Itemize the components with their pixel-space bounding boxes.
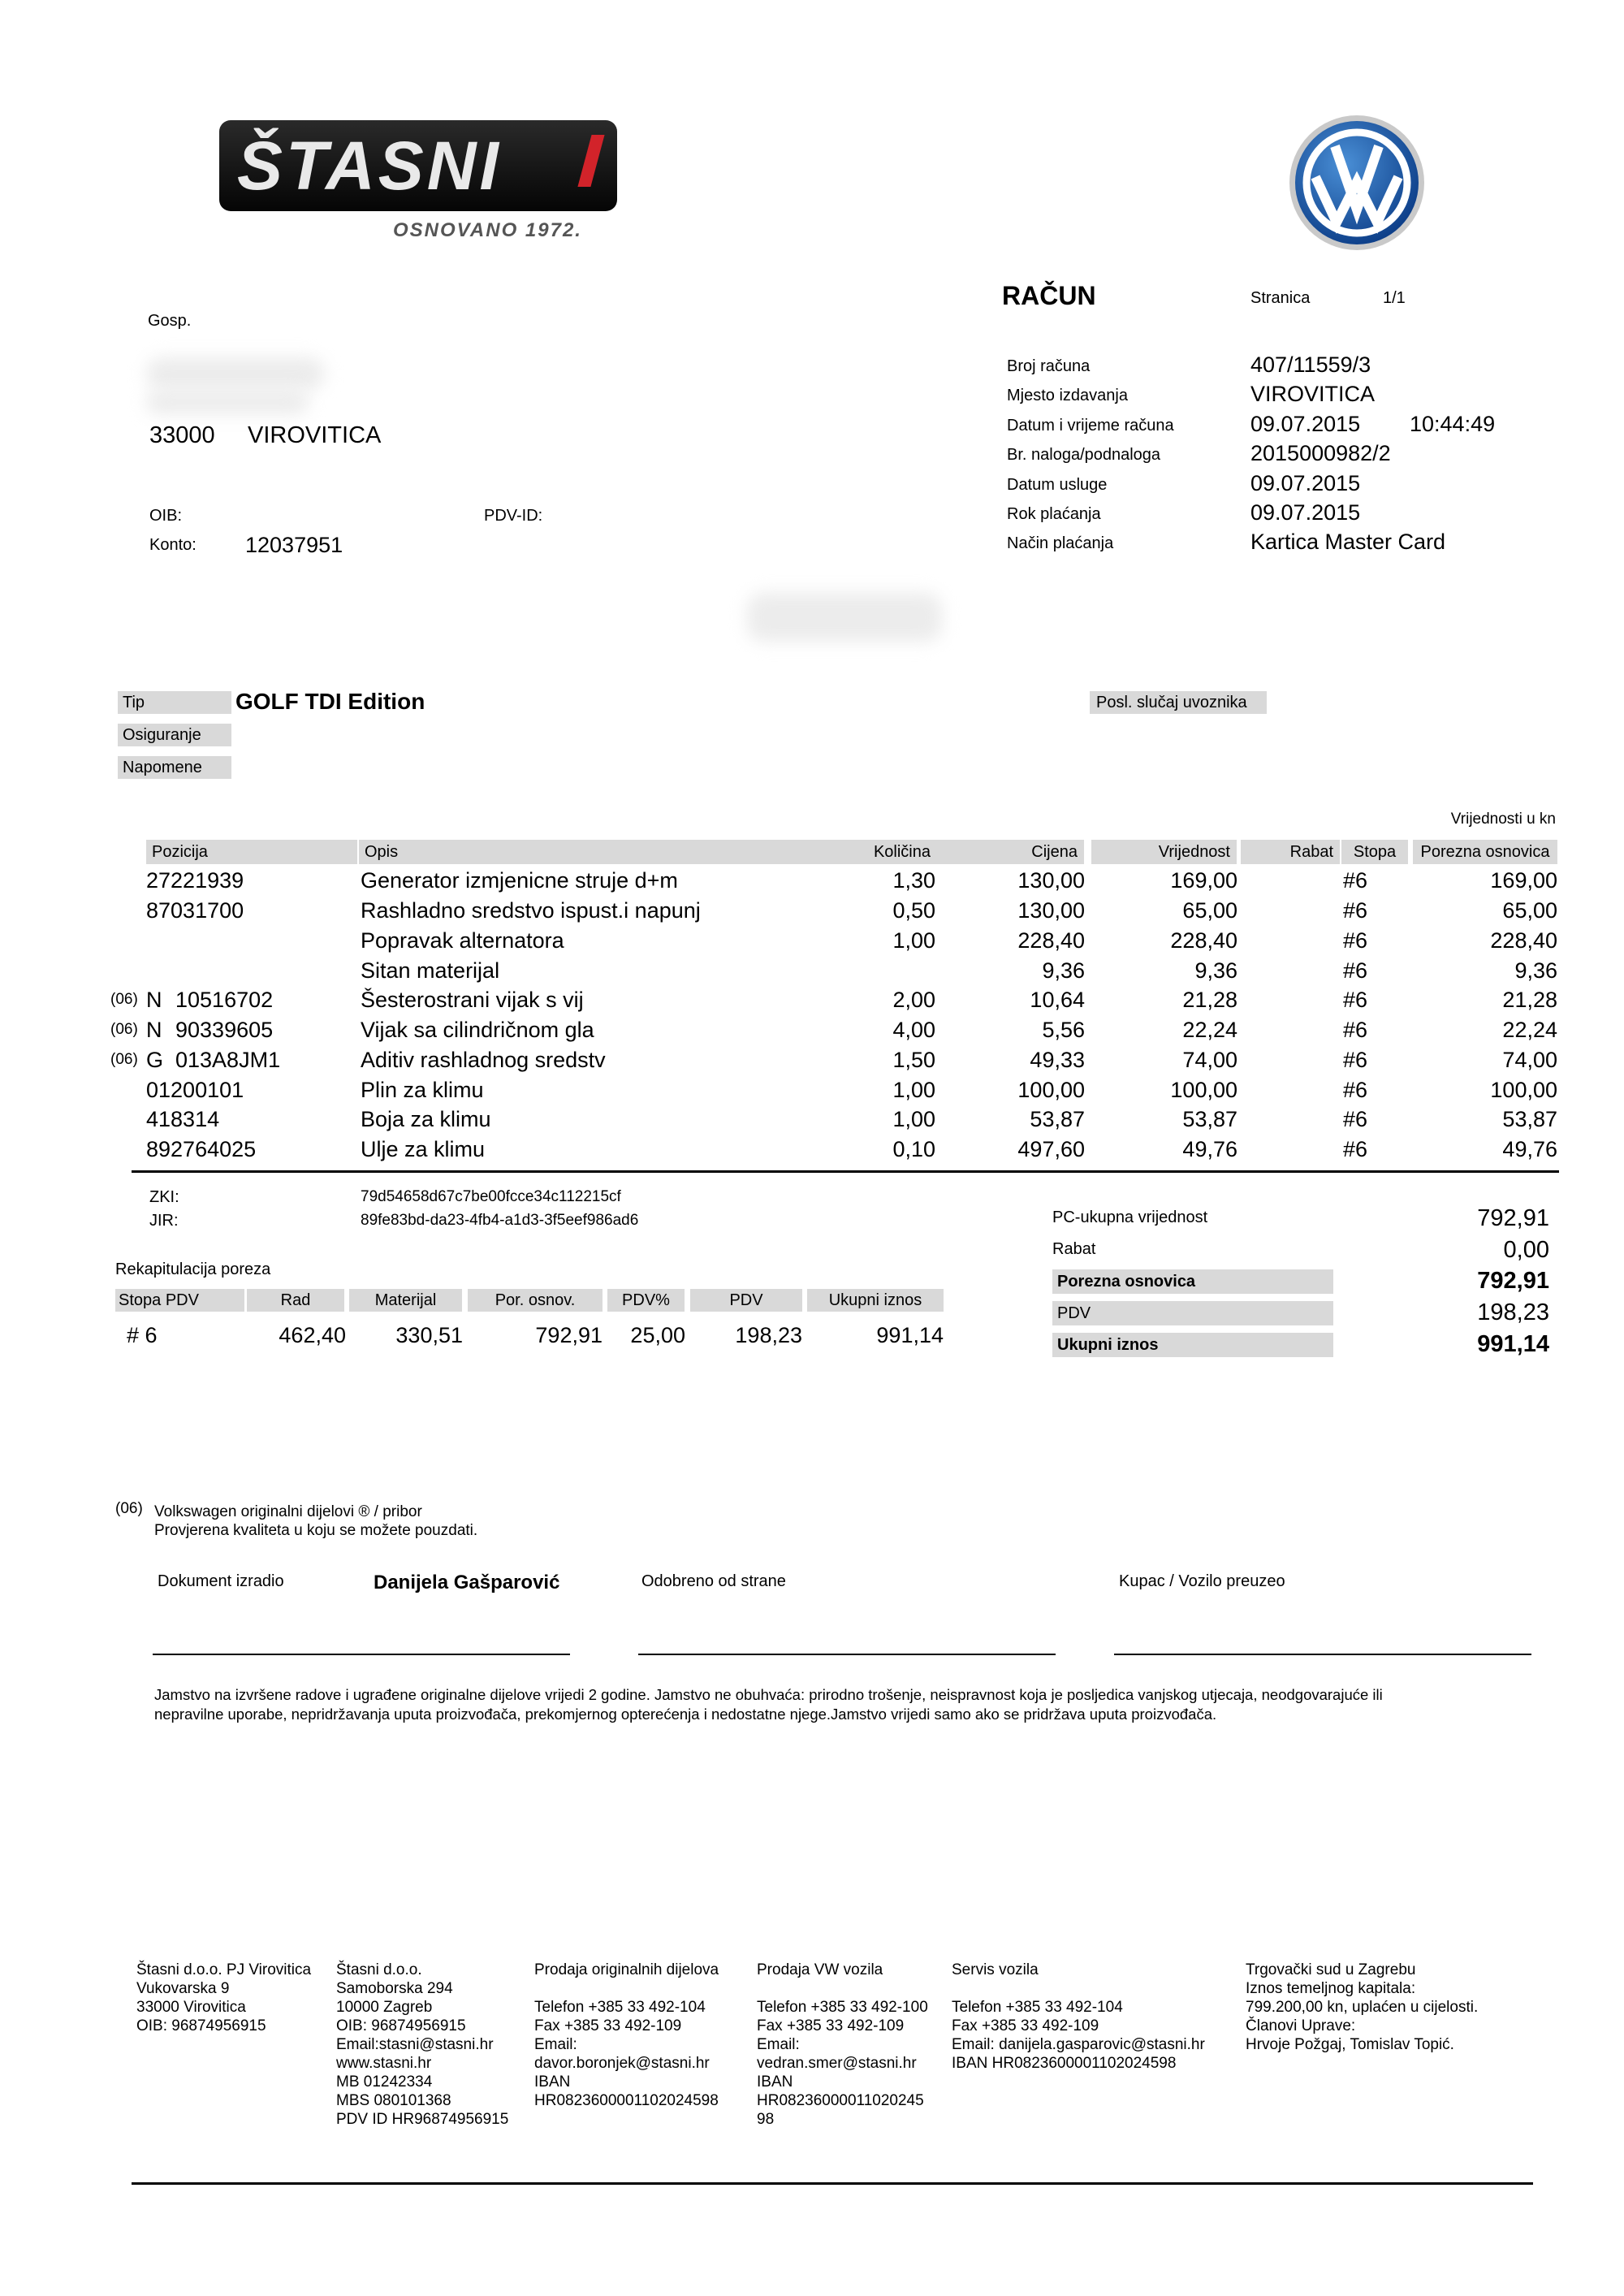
warranty-line2: nepravilne uporabe, nepridržavanja uputa proizvođača, prekomjernog opterećenja i nedostatne njege.Jamstvo vrijedi samo ako se pridržava uputa proizvođača. <box>154 1706 1217 1723</box>
izradio-label: Dokument izradio <box>158 1572 284 1590</box>
total-label-pdv: PDV <box>1052 1301 1333 1325</box>
footer-line: OIB: 96874956915 <box>336 2017 466 2034</box>
signature-line-izradio <box>153 1654 570 1655</box>
footer-line: davor.boronjek@stasni.hr <box>534 2055 710 2072</box>
footer-line: Telefon +385 33 492-104 <box>534 1999 706 2016</box>
field-value-broj: 407/11559/3 <box>1250 352 1371 377</box>
row-stopa: #6 <box>1343 928 1368 953</box>
footer-col-sud <box>1246 1961 1478 2054</box>
header-opis: Opis <box>359 840 830 864</box>
konto-value: 12037951 <box>245 533 343 557</box>
row-stopa: #6 <box>1343 1048 1368 1072</box>
signature-line-kupac <box>1114 1654 1531 1655</box>
row-kolicina: 0,50 <box>892 898 935 923</box>
salutation: Gosp. <box>148 312 192 330</box>
table-row <box>0 866 1624 895</box>
field-value-time: 10:44:49 <box>1410 412 1496 436</box>
footer-col-servis <box>952 1961 1205 2073</box>
row-cijena: 130,00 <box>1017 898 1085 923</box>
row-vrijednost: 21,28 <box>1182 988 1237 1012</box>
row-vrijednost: 228,40 <box>1170 928 1237 953</box>
table-row <box>0 896 1624 925</box>
field-value-nalog: 2015000982/2 <box>1250 441 1391 465</box>
tax-header-ukupno: Ukupni iznos <box>807 1289 944 1312</box>
row-kolicina: 1,00 <box>892 1078 935 1102</box>
tax-header-materijal: Materijal <box>349 1289 462 1312</box>
footer-col-pj <box>136 1961 311 2035</box>
row-type: G <box>146 1048 164 1072</box>
row-cijena: 228,40 <box>1017 928 1085 953</box>
total-label-osnovica: Porezna osnovica <box>1052 1269 1333 1294</box>
redacted-name <box>146 357 325 390</box>
currency-note: Vrijednosti u kn <box>1450 811 1556 828</box>
tax-cell-rad: 462,40 <box>279 1323 346 1347</box>
header-vrijednost: Vrijednost <box>1091 840 1237 864</box>
tax-header-stopa: Stopa PDV <box>115 1289 244 1312</box>
field-value-datum: 09.07.2015 <box>1250 412 1361 436</box>
row-vrijednost: 49,76 <box>1182 1137 1237 1161</box>
row-kolicina: 1,00 <box>892 1107 935 1131</box>
row-osnovica: 100,00 <box>1490 1078 1557 1102</box>
footer-line: 10000 Zagreb <box>336 1999 433 2016</box>
footer-line: Fax +385 33 492-109 <box>952 2017 1099 2034</box>
footer-line: Email: <box>534 2036 577 2053</box>
tax-recap-row <box>0 1321 974 1350</box>
row-code: 10516702 <box>175 988 274 1012</box>
footer-line: HR0823600001102024598 <box>534 2092 719 2109</box>
zki-value: 79d54658d67c7be00fcce34c112215cf <box>361 1188 621 1205</box>
header-rabat: Rabat <box>1241 840 1340 864</box>
row-osnovica: 9,36 <box>1514 958 1557 983</box>
napomene-label: Napomene <box>118 756 231 779</box>
customer-city: VIROVITICA <box>248 422 382 448</box>
table-row <box>0 926 1624 955</box>
footer-col-hq <box>336 1961 508 2129</box>
tip-value: GOLF TDI Edition <box>235 689 425 714</box>
field-label-broj: Broj računa <box>1007 357 1091 375</box>
warranty-line1: Jamstvo na izvršene radove i ugrađene originalne dijelove vrijedi 2 godine. Jamstvo ne obuhvaća: prirodno trošenje, neispravnost koja je posljedica vanjskog utjecaja, neodgovarajuće ili <box>154 1686 1383 1703</box>
field-label-rok: Rok plaćanja <box>1007 505 1101 523</box>
field-value-usluga: 09.07.2015 <box>1250 471 1361 495</box>
field-label-nalog: Br. naloga/podnaloga <box>1007 446 1161 464</box>
tax-header-osnov: Por. osnov. <box>468 1289 603 1312</box>
row-stopa: #6 <box>1343 898 1368 923</box>
footer-line: Iznos temeljnog kapitala: <box>1246 1980 1416 1997</box>
row-cijena: 49,33 <box>1030 1048 1085 1072</box>
tax-cell-pdv: 198,23 <box>735 1323 802 1347</box>
row-kolicina: 0,10 <box>892 1137 935 1161</box>
header-pozicija: Pozicija <box>146 840 357 864</box>
table-bottom-rule <box>132 1170 1559 1173</box>
row-code: 013A8JM1 <box>175 1048 281 1072</box>
footer-line: Prodaja VW vozila <box>757 1961 883 1978</box>
row-cijena: 130,00 <box>1017 868 1085 893</box>
footnote-line2: Provjerena kvaliteta u koju se možete pouzdati. <box>154 1522 478 1539</box>
footer-line: 98 <box>757 2111 775 2128</box>
row-opis: Generator izmjenicne struje d+m <box>361 868 678 893</box>
footer-line: Vukovarska 9 <box>136 1980 230 1997</box>
tax-cell-stopa: # 6 <box>127 1323 158 1347</box>
tax-cell-ukupno: 991,14 <box>876 1323 944 1347</box>
row-opis: Sitan materijal <box>361 958 500 983</box>
pdvid-label: PDV-ID: <box>484 507 543 525</box>
header-kolicina: Količina <box>830 840 937 864</box>
footer-line: Telefon +385 33 492-100 <box>757 1999 928 2016</box>
row-vrijednost: 53,87 <box>1182 1107 1237 1131</box>
total-label-pc: PC-ukupna vrijednost <box>1052 1209 1208 1226</box>
row-tag: (06) <box>110 991 138 1008</box>
total-value-ukupno: 991,14 <box>1477 1331 1549 1357</box>
row-osnovica: 49,76 <box>1502 1137 1557 1161</box>
field-value-rok: 09.07.2015 <box>1250 500 1361 525</box>
footer-line: Štasni d.o.o. PJ Virovitica <box>136 1961 312 1978</box>
row-vrijednost: 74,00 <box>1182 1048 1237 1072</box>
footer-line: Telefon +385 33 492-104 <box>952 1999 1123 2016</box>
osiguranje-label: Osiguranje <box>118 724 231 746</box>
row-cijena: 5,56 <box>1042 1018 1085 1042</box>
tax-cell-osnov: 792,91 <box>535 1323 603 1347</box>
footer-line: IBAN <box>757 2073 793 2091</box>
row-code: 892764025 <box>146 1137 257 1161</box>
footer-line: IBAN <box>534 2073 571 2091</box>
footer-line: Članovi Uprave: <box>1246 2017 1356 2034</box>
page-label: Stranica <box>1250 289 1311 307</box>
odobreno-label: Odobreno od strane <box>641 1572 786 1590</box>
footer-line: OIB: 96874956915 <box>136 2017 266 2034</box>
row-osnovica: 22,24 <box>1502 1018 1557 1042</box>
tax-recap-title: Rekapitulacija poreza <box>115 1260 271 1278</box>
tax-header-pdv: PDV <box>690 1289 802 1312</box>
row-cijena: 10,64 <box>1030 988 1085 1012</box>
row-code: 01200101 <box>146 1078 244 1102</box>
header-osnovica: Porezna osnovica <box>1413 840 1557 864</box>
row-osnovica: 169,00 <box>1490 868 1557 893</box>
footer-line <box>534 1979 719 1998</box>
row-type: N <box>146 988 162 1012</box>
row-tag: (06) <box>110 1021 138 1038</box>
row-stopa: #6 <box>1343 1137 1368 1161</box>
row-tag: (06) <box>110 1051 138 1068</box>
footer-col-dijelovi <box>534 1961 719 2110</box>
footer-line: 799.200,00 kn, uplaćen u cijelosti. <box>1246 1999 1479 2016</box>
table-row <box>0 1045 1624 1074</box>
tax-cell-materijal: 330,51 <box>395 1323 463 1347</box>
row-cijena: 53,87 <box>1030 1107 1085 1131</box>
total-value-pc: 792,91 <box>1477 1205 1549 1231</box>
footer-line: Fax +385 33 492-109 <box>757 2017 905 2034</box>
field-value-mjesto: VIROVITICA <box>1250 382 1376 406</box>
footer-rule <box>132 2182 1533 2185</box>
footer-line: Prodaja originalnih dijelova <box>534 1961 719 1978</box>
field-label-datum: Datum i vrijeme računa <box>1007 417 1174 435</box>
footer-line: Email:stasni@stasni.hr <box>336 2036 494 2053</box>
row-cijena: 9,36 <box>1042 958 1085 983</box>
table-row <box>0 1015 1624 1044</box>
row-osnovica: 53,87 <box>1502 1107 1557 1131</box>
redacted-stamp <box>747 593 942 642</box>
table-row <box>0 956 1624 985</box>
row-kolicina: 4,00 <box>892 1018 935 1042</box>
redacted-address <box>146 390 309 414</box>
customer-postal: 33000 <box>149 422 215 448</box>
total-label-rabat: Rabat <box>1052 1240 1096 1258</box>
row-cijena: 100,00 <box>1017 1078 1085 1102</box>
row-code: 87031700 <box>146 898 244 923</box>
total-value-pdv: 198,23 <box>1477 1299 1549 1325</box>
jir-value: 89fe83bd-da23-4fb4-a1d3-3f5eef986ad6 <box>361 1212 639 1229</box>
total-value-osnovica: 792,91 <box>1477 1268 1549 1294</box>
footer-line: vedran.smer@stasni.hr <box>757 2055 917 2072</box>
row-vrijednost: 169,00 <box>1170 868 1237 893</box>
footer-line: 33000 Virovitica <box>136 1999 246 2016</box>
footer-col-vozila <box>757 1961 928 2129</box>
row-kolicina: 1,00 <box>892 928 935 953</box>
row-kolicina: 1,30 <box>892 868 935 893</box>
footer-line: Štasni d.o.o. <box>336 1961 422 1978</box>
row-osnovica: 228,40 <box>1490 928 1557 953</box>
footer-line: Hrvoje Požgaj, Tomislav Topić. <box>1246 2036 1454 2053</box>
table-row <box>0 1075 1624 1105</box>
footer-line: PDV ID HR96874956915 <box>336 2111 509 2128</box>
footer-line: Email: danijela.gasparovic@stasni.hr <box>952 2036 1205 2053</box>
row-stopa: #6 <box>1343 958 1368 983</box>
footer-line: Trgovački sud u Zagrebu <box>1246 1961 1416 1978</box>
page-number: 1/1 <box>1383 289 1406 307</box>
tip-label: Tip <box>118 691 231 714</box>
jir-label: JIR: <box>149 1212 179 1230</box>
vw-logo <box>1288 114 1426 252</box>
tax-header-pdvpct: PDV% <box>607 1289 685 1312</box>
tax-header-rad: Rad <box>247 1289 344 1312</box>
table-row <box>0 1135 1624 1164</box>
row-osnovica: 21,28 <box>1502 988 1557 1012</box>
footer-line: Samoborska 294 <box>336 1980 453 1997</box>
row-kolicina: 1,50 <box>892 1048 935 1072</box>
stasni-tagline: OSNOVANO 1972. <box>393 219 582 241</box>
row-stopa: #6 <box>1343 868 1368 893</box>
signature-line-odobreno <box>638 1654 1056 1655</box>
field-value-nacin: Kartica Master Card <box>1250 530 1446 554</box>
header-cijena: Cijena <box>937 840 1084 864</box>
row-opis: Boja za klimu <box>361 1107 491 1131</box>
row-opis: Ulje za klimu <box>361 1137 486 1161</box>
footer-line <box>952 1979 1205 1998</box>
row-code: 90339605 <box>175 1018 274 1042</box>
zki-label: ZKI: <box>149 1188 179 1206</box>
row-cijena: 497,60 <box>1017 1137 1085 1161</box>
row-stopa: #6 <box>1343 1107 1368 1131</box>
table-row <box>0 1105 1624 1134</box>
kupac-label: Kupac / Vozilo preuzeo <box>1119 1572 1285 1590</box>
row-opis: Rashladno sredstvo ispust.i napunj <box>361 898 701 923</box>
konto-label: Konto: <box>149 536 197 554</box>
footer-line: www.stasni.hr <box>336 2055 432 2072</box>
footer-line <box>757 1979 928 1998</box>
row-opis: Aditiv rashladnog sredstv <box>361 1048 606 1072</box>
row-opis: Vijak sa cilindričnom gla <box>361 1018 594 1042</box>
footer-line: Servis vozila <box>952 1961 1039 1978</box>
footer-line: MBS 080101368 <box>336 2092 451 2109</box>
row-stopa: #6 <box>1343 988 1368 1012</box>
field-label-usluga: Datum usluge <box>1007 476 1108 494</box>
row-osnovica: 74,00 <box>1502 1048 1557 1072</box>
footer-line: IBAN HR0823600001102024598 <box>952 2055 1177 2072</box>
row-opis: Plin za klimu <box>361 1078 484 1102</box>
row-kolicina: 2,00 <box>892 988 935 1012</box>
row-vrijednost: 9,36 <box>1194 958 1237 983</box>
tax-cell-pdvpct: 25,00 <box>630 1323 685 1347</box>
row-opis: Popravak alternatora <box>361 928 564 953</box>
field-label-nacin: Način plaćanja <box>1007 534 1114 552</box>
izradio-name: Danijela Gašparović <box>374 1572 560 1593</box>
footnote-tag: (06) <box>115 1500 143 1517</box>
footer-line: Email: <box>757 2036 800 2053</box>
row-stopa: #6 <box>1343 1018 1368 1042</box>
total-value-rabat: 0,00 <box>1503 1237 1549 1263</box>
invoice-title: RAČUN <box>1002 281 1096 310</box>
row-opis: Šesterostrani vijak s vij <box>361 988 584 1012</box>
stasni-logo <box>219 120 617 211</box>
row-vrijednost: 65,00 <box>1182 898 1237 923</box>
row-osnovica: 65,00 <box>1502 898 1557 923</box>
footer-line: HR08236000011020245 <box>757 2092 924 2109</box>
footnote-line1: Volkswagen originalni dijelovi ® / pribor <box>154 1503 422 1520</box>
field-label-mjesto: Mjesto izdavanja <box>1007 387 1128 404</box>
oib-label: OIB: <box>149 507 183 525</box>
header-stopa: Stopa <box>1341 840 1408 864</box>
posl-slucaj-label: Posl. slučaj uvoznika <box>1090 691 1267 714</box>
row-code: 418314 <box>146 1107 220 1131</box>
table-row <box>0 985 1624 1014</box>
footer-line: MB 01242334 <box>336 2073 433 2091</box>
footer-line: Fax +385 33 492-109 <box>534 2017 682 2034</box>
row-vrijednost: 100,00 <box>1170 1078 1237 1102</box>
total-label-ukupno: Ukupni iznos <box>1052 1333 1333 1357</box>
row-stopa: #6 <box>1343 1078 1368 1102</box>
row-code: 27221939 <box>146 868 244 893</box>
stasni-logo-wordmark: ŠTASNI <box>237 128 502 204</box>
row-vrijednost: 22,24 <box>1182 1018 1237 1042</box>
row-type: N <box>146 1018 162 1042</box>
